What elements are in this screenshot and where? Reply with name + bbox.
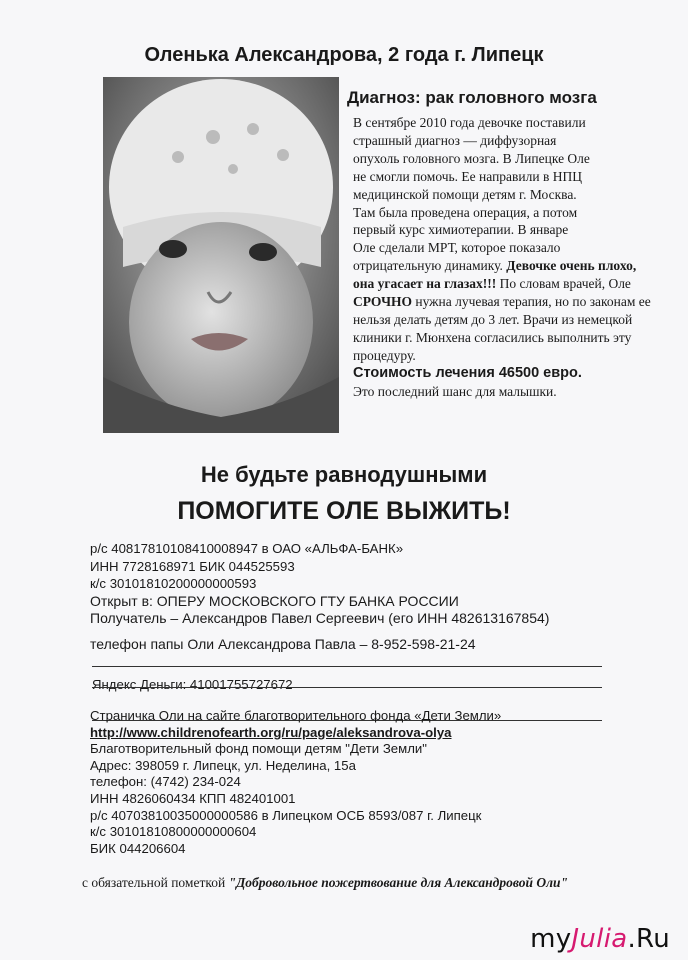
story-line: отрицательную динамику. [353,258,503,274]
fund-account: р/с 40703810035000000586 в Липецком ОСБ 8593/087 г. Липецк [90,807,482,823]
story-line: страшный диагноз — диффузорная [353,132,557,148]
story-text-mid: нужна лучевая терапия, но по законам ее нельзя делать детям до 3 лет. Врачи из немецкой клиники г. Мюнхена согласились выполнить эту процедуру. [353,294,651,363]
story-line: Оле сделали МРТ, которое показало [353,240,561,256]
story-line: медицинской помощи детям г. Москва. [353,186,577,202]
fund-address: Адрес: 398059 г. Липецк, ул. Неделина, 15а [90,757,356,773]
watermark-part: my [530,924,572,954]
fund-bik: БИК 044206604 [90,840,186,856]
story-line: Там была проведена операция, а потом [353,204,578,220]
fund-page-label: Страничка Оли на сайте благотворительного фонда «Дети Земли» [90,708,502,723]
bank-opened: Открыт в: ОПЕРУ МОСКОВСКОГО ГТУ БАНКА РОССИИ [90,592,459,609]
fund-inn: ИНН 4826060434 КПП 482401001 [90,790,296,806]
bank-recipient: Получатель – Александров Павел Сергеевич (его ИНН 482613167854) [90,610,550,627]
cost-text: Стоимость лечения 46500 евро. [353,364,582,381]
bank-inn: ИНН 7728168971 БИК 044525593 [90,558,295,574]
bank-ks: к/с 30101810200000000593 [90,576,257,592]
note-text: "Добровольное пожертвование для Александровой Оли" [228,875,569,890]
divider [92,687,602,688]
fund-details [90,708,620,857]
fund-ks: к/с 30101810800000000604 [90,824,257,840]
urgent-bold-text: Девочке очень плохо, она угасает на глазах!!! [353,258,637,292]
appeal-line-1: Не будьте равнодушными [200,462,488,487]
watermark-logo [530,924,670,954]
last-chance-text: Это последний шанс для малышки. [353,383,557,399]
bank-details [90,540,610,654]
fund-phone: телефон: (4742) 234-024 [90,774,241,790]
fund-name: Благотворительный фонд помощи детям "Дети Земли" [90,741,427,757]
bank-account: р/с 40817810108410008947 в ОАО «АЛЬФА-БАНК» [90,541,404,556]
note-prefix: с обязательной пометкой [82,875,226,890]
watermark-accent: Julia [571,924,628,954]
appeal-line-2: ПОМОГИТЕ ОЛЕ ВЫЖИТЬ! [177,497,511,525]
story-text-mid: По словам врачей, Оле [499,276,631,292]
urgent-word: СРОЧНО [353,294,412,310]
story-line: первый курс химиотерапии. В январе [353,222,569,238]
story-line: В сентябре 2010 года девочке поставили [353,115,586,130]
page-title: Оленька Александрова, 2 года г. Липецк [144,44,544,66]
donation-note [82,874,642,891]
story-text [353,114,653,401]
divider [92,666,602,667]
story-line: опухоль головного мозга. В Липецке Оле [353,150,590,166]
fund-url-link[interactable]: http://www.childrenofearth.org/ru/page/aleksandrova-olya [90,724,452,740]
father-phone: телефон папы Оли Александрова Павла – 8-952-598-21-24 [90,635,476,652]
diagnosis-heading: Диагноз: рак головного мозга [347,88,597,107]
yandex-money: Яндекс Деньги: 41001755727672 [92,677,293,692]
girl-portrait-photo [103,77,339,433]
watermark-part: .Ru [627,924,670,954]
story-line: не смогли помочь. Ее направили в НПЦ [353,168,582,184]
